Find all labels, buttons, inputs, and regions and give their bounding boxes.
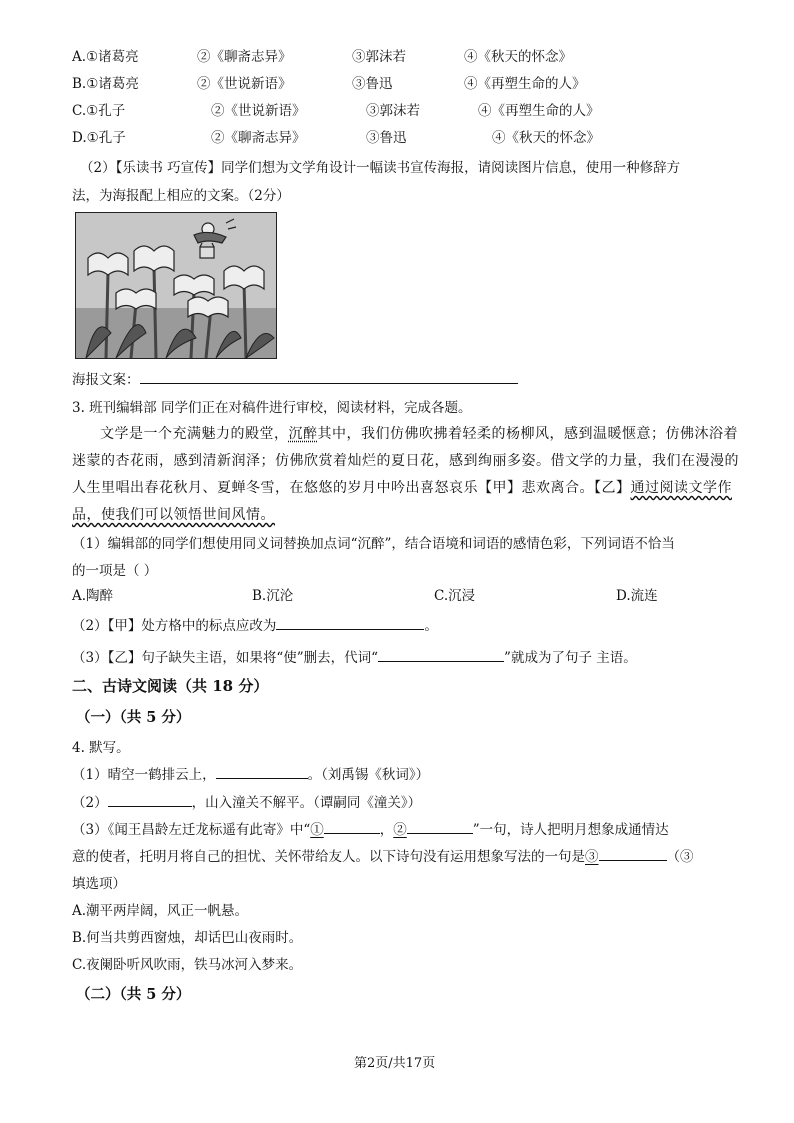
- option-a-4: ④《秋天的怀念》: [464, 49, 572, 65]
- option-b-1: B.①诸葛亮: [72, 76, 139, 92]
- option-d-3: ③鲁迅: [366, 130, 407, 146]
- poem-blank-1[interactable]: [216, 764, 308, 779]
- q4-title: 4. 默写。: [72, 740, 130, 756]
- poster-illustration: [75, 212, 277, 359]
- option-a-3: ③郭沫若: [352, 49, 406, 65]
- q4-3-sep: ，: [379, 822, 394, 838]
- option-c-3: ③郭沫若: [366, 103, 420, 119]
- passage-text: 其中，我们仿佛吹拂着轻柔的杨柳风，感到温暖惬意；仿佛沐浴着: [317, 426, 738, 442]
- option-a-1: A.①诸葛亮: [72, 49, 139, 65]
- q3-title: 3. 班刊编辑部 同学们正在对稿件进行审校，阅读材料，完成各题。: [72, 400, 472, 416]
- q2-prompt-line1: （2）【乐读书 巧宣传】同学们想为文学角设计一幅读书宣传海报，请阅读图片信息，使用一种修辞方: [80, 160, 681, 176]
- blank-marker-1: ①: [310, 822, 324, 838]
- blank-marker-3: ③: [585, 849, 599, 865]
- q2-prompt-line2: 法，为海报配上相应的文案。（2分）: [72, 188, 290, 204]
- blank-marker-2: ②: [393, 822, 407, 838]
- q3-sub1-line1: （1）编辑部的同学们想使用同义词替换加点词“沉醉”，结合语境和词语的感情色彩，下列词语不恰当: [72, 536, 675, 552]
- q4-item-3-line2: [72, 845, 694, 865]
- q3-sub3: [72, 646, 637, 666]
- q4-item-3-line1: [72, 818, 669, 838]
- passage-text: 文学是一个充满魅力的殿堂，: [100, 426, 289, 442]
- poster-label: 海报文案：: [72, 372, 140, 388]
- q4-item-1: [72, 763, 429, 783]
- q4-3-text: （3）《闻王昌龄左迁龙标遥有此寄》中“: [72, 822, 311, 838]
- option-b-3: ③鲁迅: [352, 76, 393, 92]
- option-b-2: ②《世说新语》: [197, 76, 292, 92]
- q3-sub1-line2: 的一项是（ ）: [72, 563, 158, 579]
- q4-3-l2-end: （③: [666, 849, 694, 865]
- poem-blank-3b[interactable]: [407, 819, 473, 834]
- option-d-2: ②《聊斋志异》: [211, 130, 306, 146]
- choice-b[interactable]: B.沉沦: [252, 588, 294, 604]
- option-c-1: C.①孔子: [72, 103, 126, 119]
- q4-3-l2: 意的使者，托明月将自己的担忧、关怀带给友人。以下诗句没有运用想象写法的一句是: [72, 849, 585, 865]
- dotted-word-chenzui: 沉醉: [288, 426, 318, 442]
- q4-1-source: 。（刘禹锡《秋词》）: [307, 767, 430, 783]
- option-a-2: ②《聊斋志异》: [197, 49, 292, 65]
- poster-answer-blank[interactable]: [140, 369, 518, 384]
- q3-sub2-text: （2）【甲】处方格中的标点应改为: [72, 618, 277, 634]
- poem-blank-3a[interactable]: [324, 819, 380, 834]
- option-c-4: ④《再塑生命的人》: [478, 103, 600, 119]
- wavy-underlined-text-end: 品，使我们可以领悟世间风情。: [72, 507, 275, 523]
- part-heading-2: （二）（共 5 分）: [76, 986, 191, 1003]
- punctuation-blank[interactable]: [276, 615, 424, 630]
- poem-blank-2[interactable]: [108, 792, 192, 807]
- choice-a[interactable]: A.陶醉: [72, 588, 114, 604]
- q4-option-a[interactable]: A.潮平两岸阔，风正一帆悬。: [72, 903, 249, 919]
- q4-option-b[interactable]: B.何当共剪西窗烛，却话巴山夜雨时。: [72, 930, 303, 946]
- q4-option-c[interactable]: C.夜阑卧听风吹雨，铁马冰河入梦来。: [72, 957, 303, 973]
- q4-2-num: （2）: [72, 795, 108, 811]
- q4-2-text: ，山入潼关不解平。（谭嗣同《潼关》）: [191, 795, 422, 811]
- q4-3-text-b: ”一句，诗人把明月想象成通情达: [472, 822, 669, 838]
- section-heading: 二、古诗文阅读（共 18 分）: [72, 677, 269, 695]
- poster-text-label: [72, 368, 518, 388]
- poem-blank-3c[interactable]: [599, 846, 667, 861]
- book-flowers-image: [76, 213, 276, 358]
- option-b-4: ④《再塑生命的人》: [464, 76, 586, 92]
- choice-c[interactable]: C.沉浸: [434, 588, 476, 604]
- q4-1-text: （1）晴空一鹤排云上，: [72, 767, 216, 783]
- page-footer: 第2页/共17页: [354, 1056, 436, 1071]
- q3-sub3-text: （3）【乙】句子缺失主语，如果将“使”删去，代词“: [72, 650, 379, 666]
- pronoun-blank[interactable]: [378, 647, 504, 662]
- q4-item-3-line3: 填选项）: [72, 876, 126, 892]
- wavy-underlined-text: 通过阅读文学作: [630, 480, 732, 496]
- q3-sub2: [72, 614, 438, 634]
- choice-d[interactable]: D.流连: [616, 588, 658, 604]
- option-c-2: ②《世说新语》: [211, 103, 306, 119]
- q3-sub3-end: ”就成为了句子 主语。: [504, 650, 637, 666]
- q4-item-2: [72, 791, 421, 811]
- passage-line-3: [72, 477, 732, 497]
- option-d-4: ④《秋天的怀念》: [492, 130, 600, 146]
- q3-sub2-end: 。: [424, 618, 438, 634]
- passage-line-4: [72, 504, 275, 524]
- part-heading-1: （一）（共 5 分）: [76, 709, 191, 726]
- passage-line-2: 迷蒙的杏花雨，感到清新润泽；仿佛欣赏着灿烂的夏日花，感到绚丽多姿。借文学的力量，我们在漫漫的: [72, 453, 739, 469]
- passage-line-1: [100, 423, 738, 443]
- passage-text: 人生里唱出春花秋月、夏蝉冬雪，在悠悠的岁月中吟出喜怒哀乐【甲】悲欢离合。【乙】: [72, 480, 631, 496]
- option-d-1: D.①孔子: [72, 130, 126, 146]
